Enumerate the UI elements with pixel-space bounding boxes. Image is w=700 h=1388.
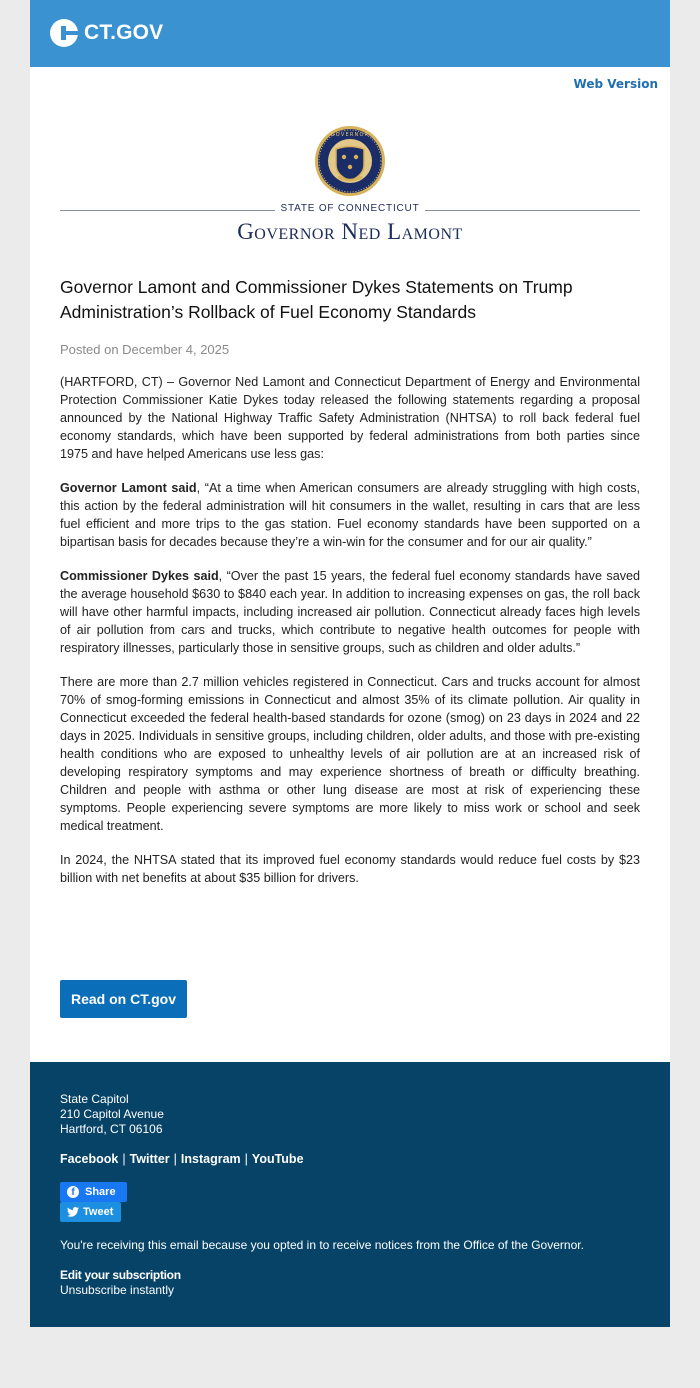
facebook-icon: f [67,1186,79,1198]
edit-subscription-link[interactable]: Edit your subscription [60,1268,181,1282]
twitter-bird-icon [67,1207,79,1217]
subscription-notice: You're receiving this email because you opted in to receive notices from the Office of the Governor. [60,1238,584,1252]
posted-date: Posted on December 4, 2025 [60,342,230,357]
facebook-share-button[interactable]: f Share [60,1182,127,1202]
speaker-label: Governor Lamont said [60,481,197,495]
paragraph-governor-quote: Governor Lamont said, “At a time when American consumers are already struggling with high costs, this action by the federal administration will hit consumers in the wallet, resulting in cars that are less fuel efficient and more trips to the gas station. Fuel economy standards have been supported on a bipartisan basis for decades because they’re a win-win for the consumer and for our air quality.” [60,481,640,549]
email-container [30,0,670,1327]
web-version-link[interactable]: Web Version [573,77,658,91]
twitter-link[interactable]: Twitter [129,1152,170,1166]
state-label-row [60,203,640,217]
footer [30,1062,670,1327]
speaker-label: Commissioner Dykes said [60,569,219,583]
youtube-link[interactable]: YouTube [251,1152,304,1166]
governor-name: Governor Ned Lamont [237,219,463,244]
governor-seal-icon [314,125,386,197]
paragraph-nhtsa: In 2024, the NHTSA stated that its improved fuel economy standards would reduce fuel costs by $23 billion with net benefits at about $35 billion for drivers. [60,853,640,885]
instagram-link[interactable]: Instagram [180,1152,241,1166]
unsubscribe-link[interactable]: Unsubscribe instantly [60,1283,175,1297]
ct-logo-icon [50,19,78,47]
paragraph-vehicles: There are more than 2.7 million vehicles registered in Connecticut. Cars and trucks account for almost 70% of smog-forming emissions in Connecticut and almost 35% of its climate pollution. Air quality in Connecticut exceeded the federal health-based standards for ozone (smog) on 23 days in 2024 and 22 days in 2025. Individuals in sensitive groups, including children, older adults, and those with pre-existing health conditions who are exposed to unhealthy levels of air pollution are at an increased risk of developing respiratory symptoms and may experience shortness of breath or difficulty breathing. Children and people with asthma or other lung disease are most at risk of experiencing these symptoms. People experiencing severe symptoms are more likely to miss work or school and seek medical treatment. [60,675,640,833]
article-title: Governor Lamont and Commissioner Dykes Statements on Trump Administration’s Rollback of Fuel Economy Standards [60,277,573,322]
facebook-link[interactable]: Facebook [60,1152,119,1166]
article-body [60,373,640,903]
tweet-button[interactable]: Tweet [60,1202,121,1222]
paragraph-commissioner-quote: Commissioner Dykes said, “Over the past 15 years, the federal fuel economy standards have saved the average household $630 to $840 each year. In addition to increasing expenses on gas, the roll back will have other harmful impacts, including increased air pollution. Connecticut already faces high levels of air pollution from cars and trucks, which contribute to negative health outcomes for people with respiratory illnesses, particularly those in sensitive groups, such as children and older adults.” [60,569,640,655]
logo-text: CT.GOV [84,21,164,44]
address-block: State Capitol 210 Capitol Avenue Hartford, CT 06106 [60,1092,164,1136]
main-content [30,67,670,1062]
header-bar [30,0,670,67]
paragraph-intro: (HARTFORD, CT) – Governor Ned Lamont and Connecticut Department of Energy and Environmental Protection Commissioner Katie Dykes today released the following statements regarding a proposal announced by the National Highway Traffic Safety Administration (NHTSA) to roll back federal fuel economy standards, which have been supported by federal administrations from both parties since 1975 and have helped Americans use less gas: [60,375,640,461]
read-on-ctgov-button[interactable]: Read on CT.gov [60,980,187,1018]
social-links: Facebook | Twitter | Instagram | YouTube [60,1152,304,1166]
masthead [60,125,640,245]
state-label: STATE OF CONNECTICUT [275,203,426,214]
svg-text:GOVERNOR: GOVERNOR [330,132,370,138]
ct-gov-logo[interactable] [50,19,163,47]
